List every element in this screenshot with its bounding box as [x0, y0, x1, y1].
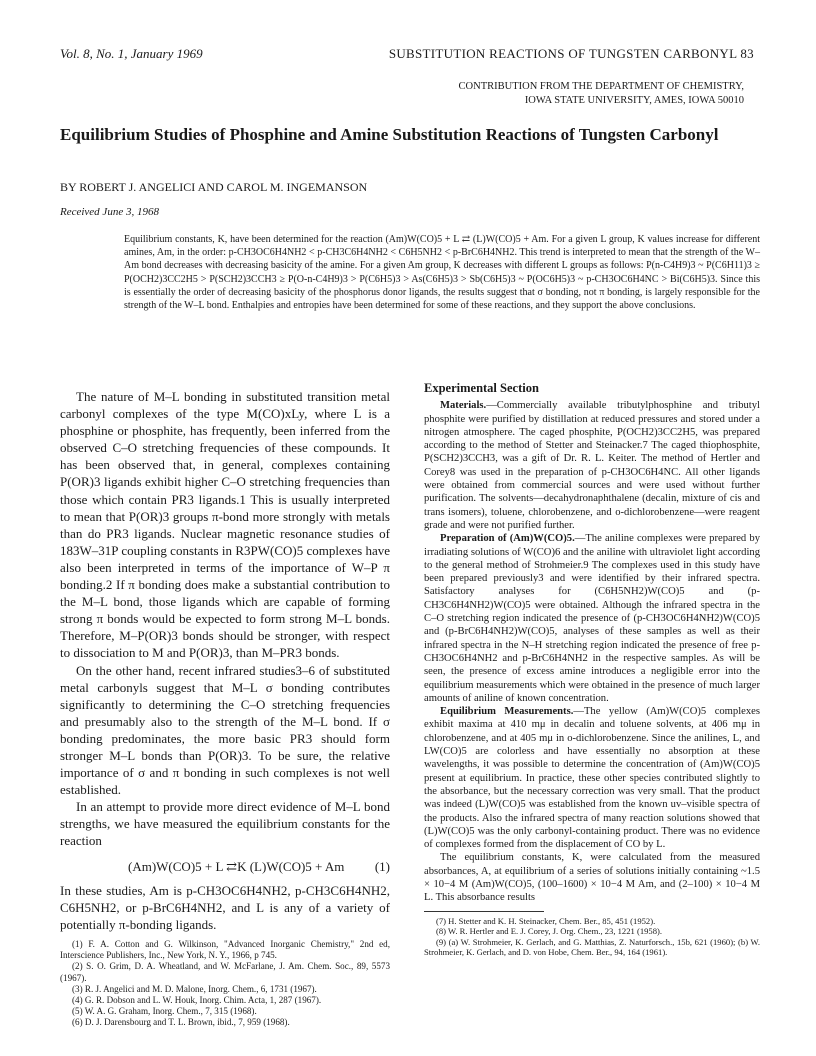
equilibrium-text: —The yellow (Am)W(CO)5 complexes exhibit maxima at 410 mμ in decalin and toluene solvents, at 406 mμ in chlorobenzene, and at 405 mμ in o-dichlorobenzene. Since the anilines, L, and LW(CO)5 are colorless and have essentially no absorption at these wavelengths, it was possible to determine the concentration of (Am)W(CO)5 present at equilibrium. In practice, these other species contributed slightly to the absorbance, but the necessary correction was very small. That the product was indeed (L)W(CO)5 was established from the known uv–visible spectra of the products. Also the infrared spectra of many reaction solutions showed that (L)W(CO)5 was the only carbonyl-containing product. There was no evidence of complexes formed from the displacement of CO by L.: [424, 706, 760, 851]
intro-paragraph-3: In an attempt to provide more direct evidence of M–L bond strengths, we have measured the equilibrium constants for the reaction: [60, 799, 390, 849]
running-header-title: SUBSTITUTION REACTIONS OF TUNGSTEN CARBONYL 83: [388, 46, 754, 61]
contribution-line-1: CONTRIBUTION FROM THE DEPARTMENT OF CHEMISTRY,: [458, 81, 744, 92]
preparation-text: —The aniline complexes were prepared by irradiating solutions of W(CO)6 and the aniline with ultraviolet light according to the general method of Strohmeier.9 The complexes used in this study have been prepared previously3 and were identified by their infrared spectra. Satisfactory analyses for (C6H5NH2)W(CO)5 and (p-CH3C6H4NH2)W(CO)5 were obtained. Although the infrared spectra in the C–O stretching region indicated the presence of (p-CH3OC6H4NH2)W(CO)5 and (p-BrC6H4NH2)W(CO)5, analyses of these samples as well as their infrared spectra in the N–H stretching region indicated the presence of free p-CH3OC6H4NH2 and p-BrC6H4NH2 in the respective samples. As will be seen, the presence of excess amine introduces a negligible error into the equilibrium measurements which were obtained in the presence of much larger amounts of aniline of known concentration.: [424, 533, 760, 704]
footnote: (7) H. Stetter and K. H. Steinacker, Chem. Ber., 85, 451 (1952).: [436, 915, 656, 926]
equation-1: [60, 850, 390, 882]
footnote: (6) D. J. Darensbourg and T. L. Brown, ibid., 7, 959 (1968).: [72, 1017, 290, 1028]
received-date: Received June 3, 1968: [60, 206, 159, 218]
intro-paragraph-1: The nature of M–L bonding in substituted transition metal carbonyl complexes of the type M(CO)xLy, where L is a phosphine or phosphite, has frequently, been inferred from the observed C–O stretching frequencies of these compounds. It has been observed that, in general, complexes containing P(OR)3 ligands exhibit higher C–O stretching frequencies than those which contain PR3 ligands.1 This is usually interpreted to mean that P(OR)3 groups π-bond more strongly with metals than do PR3 ligands. Nuclear magnetic resonance studies of 183W–31P coupling constants in R3PW(CO)5 complexes have also been interpreted in terms of the importance of W–P π bonding.2 If π bonding does make a substantial contribution to the M–L bond, those ligands which are capable of forming strong π bonds would be expected to form strong M–L bonds. Therefore, M–P(OR)3 bonds should be stronger, with respect to dissociation to M and P(OR)3, than M–PR3 bonds.: [60, 389, 390, 661]
materials-subheading: Materials.: [440, 400, 487, 412]
article-title: Equilibrium Studies of Phosphine and Amine Substitution Reactions of Tungsten Carbonyl: [60, 125, 719, 144]
materials-text: —Commercially available tributylphosphine and tributyl phosphite were purified by distillation at reduced pressures and stored under a nitrogen atmosphere. The caged phosphite, P(OCH2)3CC2H5, was prepared according to the method of Stetter and Steinacker.7 The caged thiophosphite, P(SCH2)3CCH3, was a gift of Dr. R. L. Keiter. The method of Hertler and Corey8 was used in the preparation of p-CH3OC6H4NC. All other ligands were obtained from commercial sources and were used without further purification. The solvents—decahydronaphthalene (decalin, mixture of cis and trans isomers), toluene, chlorobenzene, and o-dichlorobenzene—were reagent grade and were not purified further.: [424, 400, 760, 531]
contribution-block: [324, 80, 744, 108]
footnote-rule: [424, 911, 544, 912]
abstract: Equilibrium constants, K, have been determined for the reaction (Am)W(CO)5 + L ⇄ (L)W(CO)5 + Am. For a given L group, K values increase for different amines, Am, in the order: p-CH3OC6H4NH2 < p-CH3C6H4NH2 < C6H5NH2 < p-BrC6H4NH2. This trend is interpreted to mean that the strength of the W–Am bond decreases with decreasing basicity of the amine. For a given Am group, K decreases with different L groups as follows: P(n-C4H9)3 ~ P(C6H11)3 ≥ P(OCH2)3CC2H5 > P(SCH2)3CCH3 ≥ P(O-n-C4H9)3 > P(C6H5)3 > As(C6H5)3 > Sb(C6H5)3 ~ P(OC6H5)3 ~ p-CH3OC6H4NC > Bi(C6H5)3. Since this is essentially the order of decreasing basicity of the phosphorus donor ligands, the results suggest that σ bonding, not π bonding, is largely responsible for the strength of the W–L bond. Enthalpies and entropies have been determined for some of these reactions, and they support the above conclusions.: [124, 234, 760, 312]
footnote: (2) S. O. Grim, D. A. Wheatland, and W. McFarlane, J. Am. Chem. Soc., 89, 5573 (1967).: [60, 961, 390, 983]
equation-number: (1): [374, 858, 390, 874]
intro-paragraph-2: On the other hand, recent infrared studies3–6 of substituted metal carbonyls suggest that M–L σ bonding contributes significantly to determining the C–O stretching frequencies and presumably also to the strength of the M–L bond. If σ bonding predominates, the more basic PR3 should form stronger M–L bonds than P(OR)3. To be sure, the relative importance of σ and π bonding in such complexes is not well established.: [60, 662, 390, 798]
left-column: [60, 388, 390, 1029]
section-heading: Experimental Section: [424, 381, 539, 395]
footnote: (9) (a) W. Strohmeier, K. Gerlach, and G. Matthias, Z. Naturforsch., 15b, 621 (1960); (b) W. Strohmeier, K. Gerlach, and D. von Hobe, Chem. Ber., 94, 164 (1961).: [424, 936, 760, 958]
contribution-line-2: IOWA STATE UNIVERSITY, AMES, IOWA 50010: [524, 95, 744, 106]
footnote: (8) W. R. Hertler and E. J. Corey, J. Org. Chem., 23, 1221 (1958).: [436, 926, 663, 937]
preparation-paragraph: [424, 532, 760, 705]
footnotes-left: [60, 939, 390, 1029]
running-header-volume: Vol. 8, No. 1, January 1969: [60, 46, 203, 61]
equilibrium-paragraph: [424, 705, 760, 851]
footnote: (4) G. R. Dobson and L. W. Houk, Inorg. Chim. Acta, 1, 287 (1967).: [72, 994, 322, 1005]
materials-paragraph: [424, 399, 760, 532]
footnotes-right: [424, 916, 760, 958]
preparation-subheading: Preparation of (Am)W(CO)5.: [440, 533, 575, 545]
equilibrium-constants-paragraph: The equilibrium constants, K, were calculated from the measured absorbances, A, at equilibrium of a series of solutions initially containing ~1.5 × 10−4 M (Am)W(CO)5, (100–1600) × 10−4 M Am, and (2–100) × 10−4 M L. This absorbance results: [424, 852, 760, 904]
intro-paragraph-4: In these studies, Am is p-CH3OC6H4NH2, p-CH3C6H4NH2, C6H5NH2, or p-BrC6H4NH2, and L is any of a variety of potentially π-bonding ligands.: [60, 882, 390, 932]
authors-line: BY ROBERT J. ANGELICI AND CAROL M. INGEMANSON: [60, 180, 368, 194]
footnote: (5) W. A. G. Graham, Inorg. Chem., 7, 315 (1968).: [72, 1006, 257, 1017]
equation-text: (Am)W(CO)5 + L ⇄K (L)W(CO)5 + Am: [128, 858, 345, 874]
equilibrium-subheading: Equilibrium Measurements.: [440, 706, 574, 718]
footnote: (3) R. J. Angelici and M. D. Malone, Inorg. Chem., 6, 1731 (1967).: [72, 983, 317, 994]
right-column: [424, 381, 760, 958]
footnote: (1) F. A. Cotton and G. Wilkinson, "Advanced Inorganic Chemistry," 2nd ed, Interscience Publishers, Inc., New York, N. Y., 1966, p 745.: [60, 938, 390, 961]
